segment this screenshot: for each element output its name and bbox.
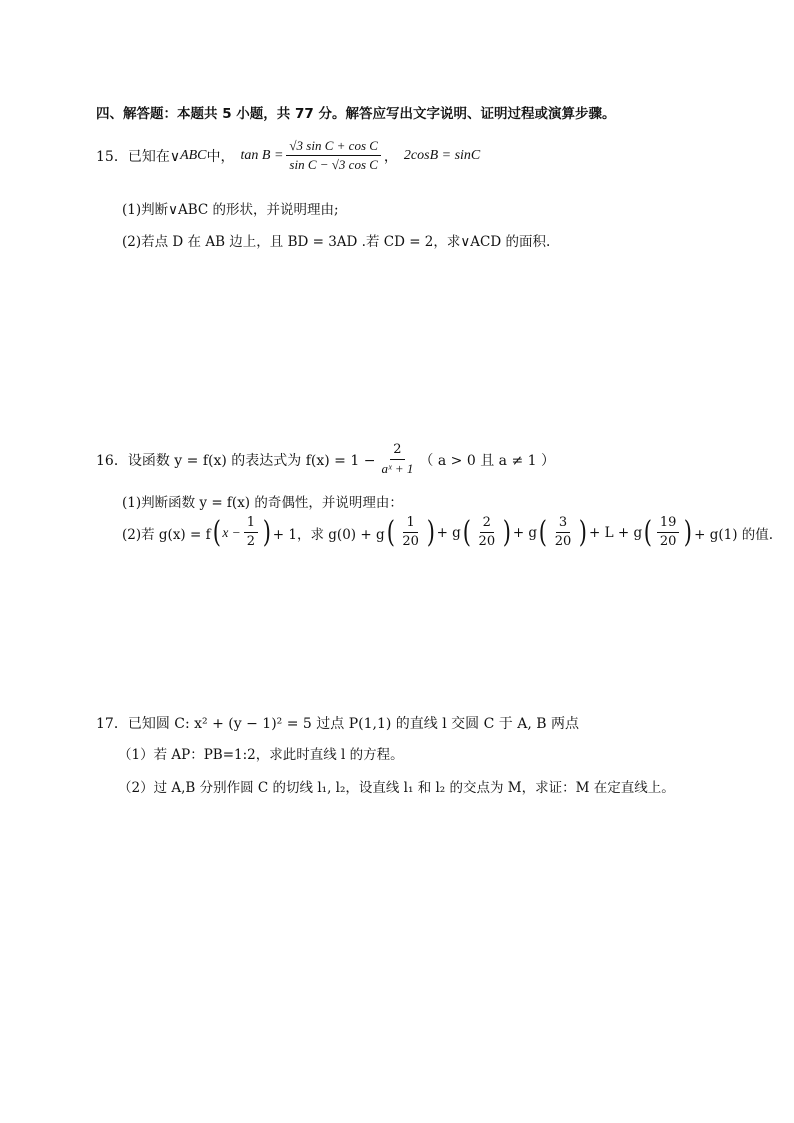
numerator-2: 2 bbox=[480, 515, 494, 533]
numerator-3: 3 bbox=[556, 515, 570, 533]
question-15-number: 15． bbox=[96, 148, 128, 165]
question-16-fraction-denominator: aˣ + 1 bbox=[381, 461, 414, 476]
fraction-3-20 bbox=[552, 515, 575, 550]
paren-close: ) bbox=[262, 514, 272, 550]
question-15-stem bbox=[96, 138, 480, 173]
denominator-20: 20 bbox=[402, 534, 419, 549]
paren-open: ( bbox=[538, 514, 548, 550]
question-15-part-2: (2)若点 D 在 AB 边上，且 BD = 3AD .若 CD = 2，求∨ACD 的面积. bbox=[122, 234, 551, 250]
numerator-1: 1 bbox=[403, 515, 417, 533]
denominator-20: 20 bbox=[659, 534, 677, 549]
paren-close: ) bbox=[426, 514, 435, 550]
question-15-comma: ， bbox=[383, 148, 398, 165]
question-15-condition: 2cosB = sinC bbox=[403, 147, 481, 163]
question-17-text: 已知圆 C: x² + (y − 1)² = 5 过点 P(1,1) 的直线 l 交圆 C 于 A, B 两点 bbox=[127, 716, 579, 732]
question-16-part-1: (1)判断函数 y = f(x) 的奇偶性，并说明理由： bbox=[122, 495, 403, 511]
question-17-number: 17． bbox=[96, 716, 128, 732]
paren-close: ) bbox=[684, 514, 693, 550]
fraction-2-20 bbox=[476, 515, 499, 550]
question-15-tan-lhs: tan B = bbox=[240, 147, 284, 163]
denominator-20: 20 bbox=[478, 534, 496, 549]
question-17-stem bbox=[96, 713, 579, 733]
ellipsis-plus-g: + L + g bbox=[589, 524, 643, 541]
question-16-fraction-numerator: 2 bbox=[390, 442, 404, 460]
question-15-triangle: ABC bbox=[180, 147, 207, 163]
question-16-intro: 设函数 y = f(x) 的表达式为 f(x) = 1 − bbox=[127, 452, 376, 469]
paren-close: ) bbox=[502, 514, 512, 550]
paren-open: ( bbox=[212, 514, 221, 550]
fraction-1-20 bbox=[399, 515, 422, 550]
question-17-part-2: （2）过 A,B 分别作圆 C 的切线 l₁, l₂，设直线 l₁ 和 l₂ 的交点为 M，求证：M 在定直线上。 bbox=[118, 780, 675, 796]
question-16-tail: + g(1) 的值. bbox=[694, 526, 774, 543]
half-denominator: 2 bbox=[246, 534, 256, 549]
question-15-part-1: (1)判断∨ABC 的形状，并说明理由; bbox=[122, 202, 339, 218]
question-15-mid: 中， bbox=[206, 148, 235, 165]
question-16-part-2-start: (2)若 g(x) = f bbox=[122, 526, 211, 543]
question-16-inner: x − bbox=[222, 524, 241, 540]
question-15-tan-denominator: sin C − √3 cos C bbox=[289, 157, 378, 172]
question-16-stem bbox=[96, 442, 555, 477]
question-16-part-2-mid: + 1，求 g(0) + g bbox=[272, 526, 385, 543]
question-16-number: 16． bbox=[96, 452, 128, 469]
plus-g: + g bbox=[512, 524, 538, 541]
question-16-fraction bbox=[378, 442, 416, 477]
paren-open: ( bbox=[643, 514, 653, 550]
question-16-part-2 bbox=[122, 515, 773, 550]
question-15-tan-numerator: √3 sin C + cos C bbox=[286, 138, 381, 156]
plus-g: + g bbox=[436, 524, 461, 541]
question-17-part-1: （1）若 AP：PB=1:2，求此时直线 l 的方程。 bbox=[118, 747, 404, 763]
half-numerator: 1 bbox=[244, 515, 258, 533]
question-16-condition: （ a > 0 且 a ≠ 1 ） bbox=[419, 452, 555, 469]
section-heading: 四、解答题：本题共 5 小题，共 77 分。解答应写出文字说明、证明过程或演算步骤。 bbox=[96, 106, 616, 122]
fraction-19-20 bbox=[657, 515, 680, 550]
question-15-intro: 已知在∨ bbox=[127, 148, 181, 165]
paren-close: ) bbox=[579, 514, 588, 550]
paren-open: ( bbox=[462, 514, 471, 550]
paren-open: ( bbox=[386, 514, 395, 550]
denominator-20: 20 bbox=[554, 534, 572, 549]
question-15-tan-fraction bbox=[286, 138, 381, 173]
numerator-19: 19 bbox=[657, 515, 680, 533]
half-fraction bbox=[244, 515, 258, 550]
